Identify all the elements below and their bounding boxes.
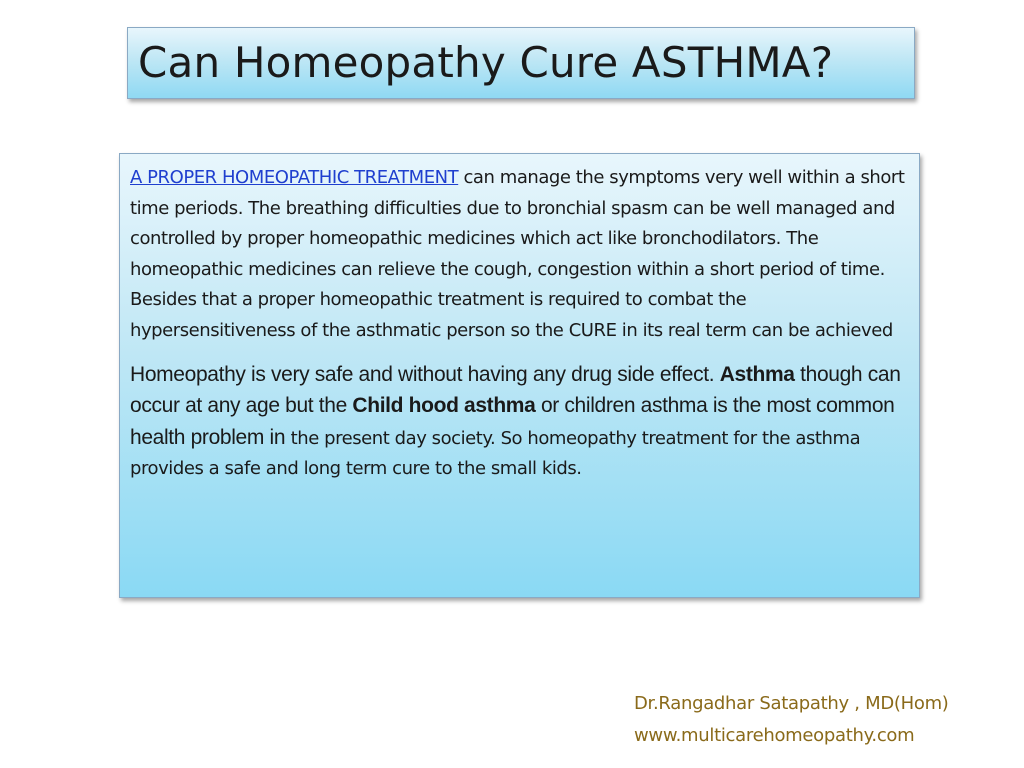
website-credit: www.multicarehomeopathy.com [634,725,915,746]
paragraph-treatment-text: can manage the symptoms very well within a short time periods. The breathing difficulties due to bronchial spasm can be well managed and controlled by proper homeopathic medicines which act like bronchodilators. The homeopathic medicines can relieve the cough, congestion within a short period of time. Besides that a proper homeopathic treatment is required to combat the hypersensitiveness of the asthmatic person so the CURE in its real term can be achieved [130,167,905,341]
footer-credits [634,688,1014,752]
author-credit: Dr.Rangadhar Satapathy , MD(Hom) [634,693,949,714]
content-box [119,153,920,598]
safety-intro-text: Homeopathy is very safe and without having any drug side effect. [130,362,720,386]
asthma-bold-text: Asthma [719,362,795,386]
safety-tail-text: the present day society. So homeopathy treatment for the asthma provides a safe and long term cure to the small kids. [130,427,861,480]
paragraph-safety [130,360,911,485]
title-box [127,27,915,99]
safety-mid-text: though can occur at any age but the [130,362,901,418]
slide-title: Can Homeopathy Cure ASTHMA? [138,38,834,87]
treatment-link[interactable]: A PROPER HOMEOPATHIC TREATMENT [130,167,459,188]
paragraph-treatment [130,163,911,347]
childhood-asthma-bold-text: Child hood asthma [352,394,536,418]
safety-cont-text: or children asthma is the most common health problem in [130,394,895,449]
